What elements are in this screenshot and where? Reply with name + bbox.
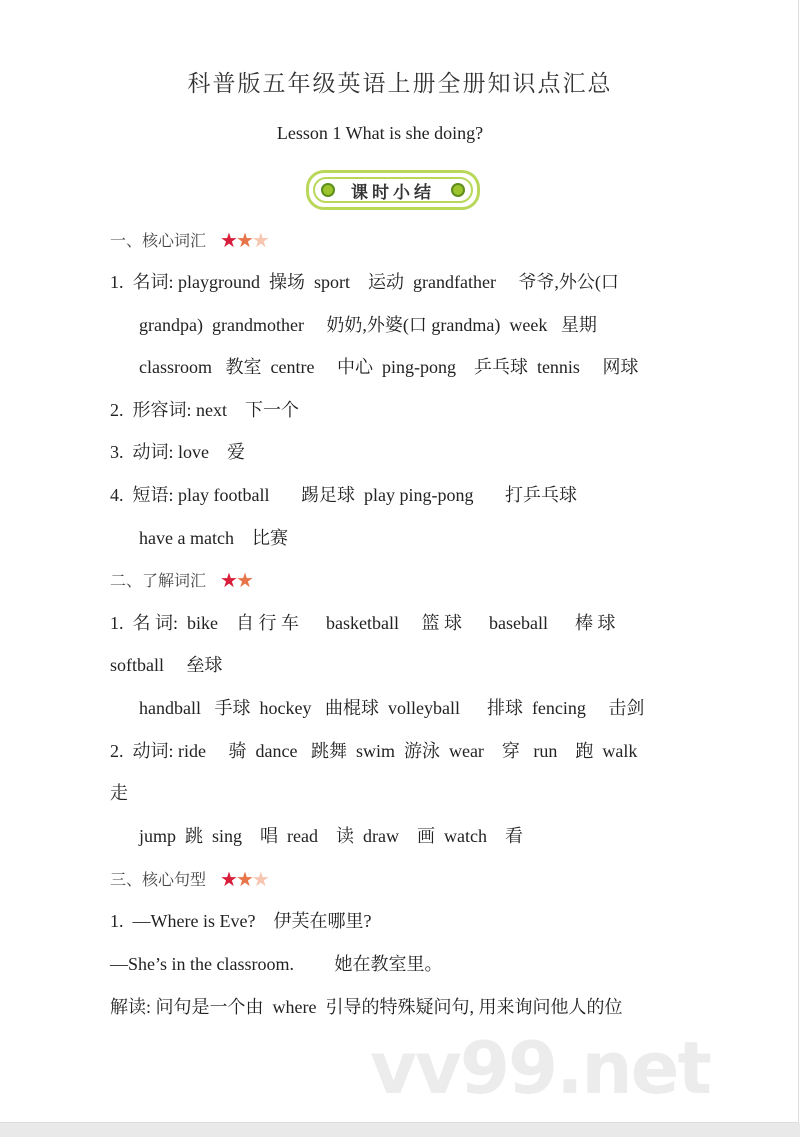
- watermark: vv99.net: [370, 1026, 710, 1110]
- text-line: 2. 动词: ride 骑 dance 跳舞 swim 游泳 wear 穿 run 跑 walk: [110, 741, 638, 761]
- section-heading: 一、核心词汇 ★★★: [110, 228, 268, 252]
- rating-stars-icon: ★★★: [220, 228, 268, 252]
- text-line: 3. 动词: love 爱: [110, 442, 245, 462]
- text-line: 1. 名词: playground 操场 sport 运动 grandfather 爷爷,外公(口: [110, 272, 619, 292]
- green-dot-icon: [451, 183, 465, 197]
- text-line: —She’s in the classroom. 她在教室里。: [110, 954, 443, 974]
- section-heading: 二、了解词汇 ★★: [110, 568, 252, 592]
- rating-stars-icon: ★★★: [220, 867, 268, 891]
- text-line: 4. 短语: play football 踢足球 play ping-pong 打乒乓球: [110, 485, 577, 505]
- text-line: handball 手球 hockey 曲棍球 volleyball 排球 fencing 击剑: [139, 698, 645, 718]
- section-heading: 三、核心句型 ★★★: [110, 867, 268, 891]
- lesson-title: Lesson 1 What is she doing?: [276, 123, 484, 143]
- page-gap: [0, 1123, 800, 1137]
- text-line: have a match 比赛: [139, 528, 288, 548]
- summary-badge: [306, 170, 480, 210]
- text-line: 2. 形容词: next 下一个: [110, 400, 299, 420]
- text-line: 解读: 问句是一个由 where 引导的特殊疑问句, 用来询问他人的位: [110, 997, 623, 1017]
- text-line: classroom 教室 centre 中心 ping-pong 乒乓球 tennis 网球: [139, 357, 639, 377]
- text-line: 1. 名 词: bike 自 行 车 basketball 篮 球 baseball 棒 球: [110, 613, 616, 633]
- text-line: softball 垒球: [110, 655, 223, 675]
- text-line: 1. —Where is Eve? 伊芙在哪里?: [110, 911, 372, 931]
- text-line: 走: [110, 783, 128, 803]
- rating-stars-icon: ★★: [220, 568, 252, 592]
- green-dot-icon: [321, 183, 335, 197]
- text-line: grandpa) grandmother 奶奶,外婆(口 grandma) week 星期: [139, 315, 597, 335]
- text-line: jump 跳 sing 唱 read 读 draw 画 watch 看: [139, 826, 523, 846]
- badge-label: 课时小结: [351, 182, 435, 203]
- document-title: 科普版五年级英语上册全册知识点汇总: [187, 71, 613, 96]
